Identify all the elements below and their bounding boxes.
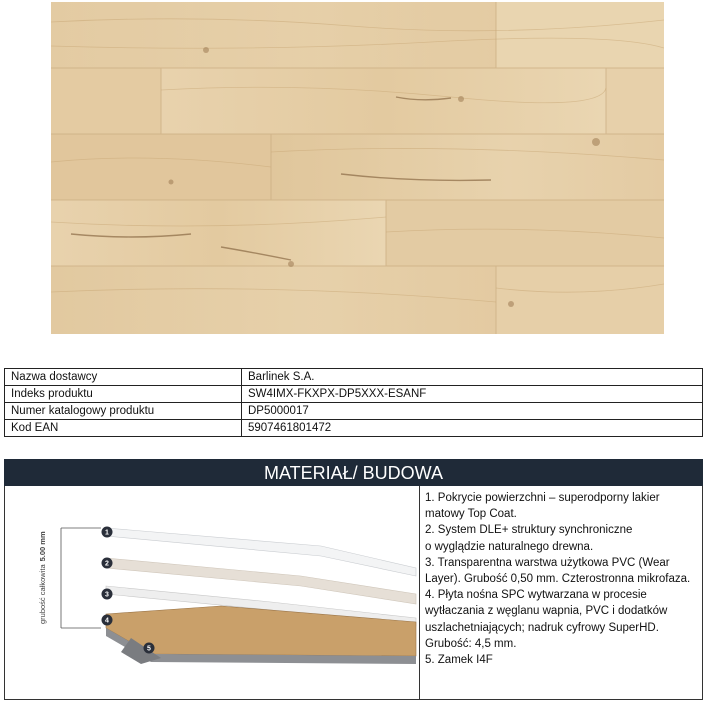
layer-number-3: 3: [105, 591, 109, 599]
layer-number-4: 4: [105, 617, 109, 625]
layer-description-list: [425, 490, 697, 668]
description-line-5: 4. Płyta nośna SPC wytwarzana w procesie wytłaczania z węglanu wapnia, PVC i dodatków uszlachetniających; nadruk cyfrowy SuperHD. Grubość: 4,5 mm.: [425, 589, 668, 650]
layer-structure-diagram: [21, 506, 421, 696]
wood-floor-sample-image: [51, 2, 664, 334]
product-info-table: [4, 368, 703, 437]
material-section-title: MATERIAŁ/ BUDOWA: [4, 459, 703, 486]
supplier-value: Barlinek S.A.: [242, 369, 703, 386]
table-row: [5, 369, 703, 386]
supplier-label: Nazwa dostawcy: [5, 369, 242, 386]
material-section: [4, 486, 703, 700]
catalog-number-value: DP5000017: [242, 403, 703, 420]
description-line-3: o wyglądzie naturalnego drewna.: [425, 540, 594, 553]
layer-number-1: 1: [105, 529, 109, 537]
table-row: [5, 386, 703, 403]
description-line-6: 5. Zamek I4F: [425, 654, 493, 667]
thickness-bracket: [61, 528, 101, 628]
catalog-number-label: Numer katalogowy produktu: [5, 403, 242, 420]
ean-value: 5907461801472: [242, 420, 703, 437]
description-line-4: 3. Transparentna warstwa użytkowa PVC (Wear Layer). Grubość 0,50 mm. Czterostronna mikrofaza.: [425, 556, 691, 586]
table-row: [5, 420, 703, 437]
product-index-value: SW4IMX-FKXPX-DP5XXX-ESANF: [242, 386, 703, 403]
ean-label: Kod EAN: [5, 420, 242, 437]
description-line-2: 2. System DLE+ struktury synchroniczne: [425, 524, 633, 537]
layer-number-5: 5: [147, 645, 151, 653]
layer-number-2: 2: [105, 560, 109, 568]
description-line-1: 1. Pokrycie powierzchni – superodporny lakier matowy Top Coat.: [425, 492, 660, 521]
product-index-label: Indeks produktu: [5, 386, 242, 403]
table-row: [5, 403, 703, 420]
thickness-label: grubość całkowita5.00 mm: [38, 531, 47, 624]
